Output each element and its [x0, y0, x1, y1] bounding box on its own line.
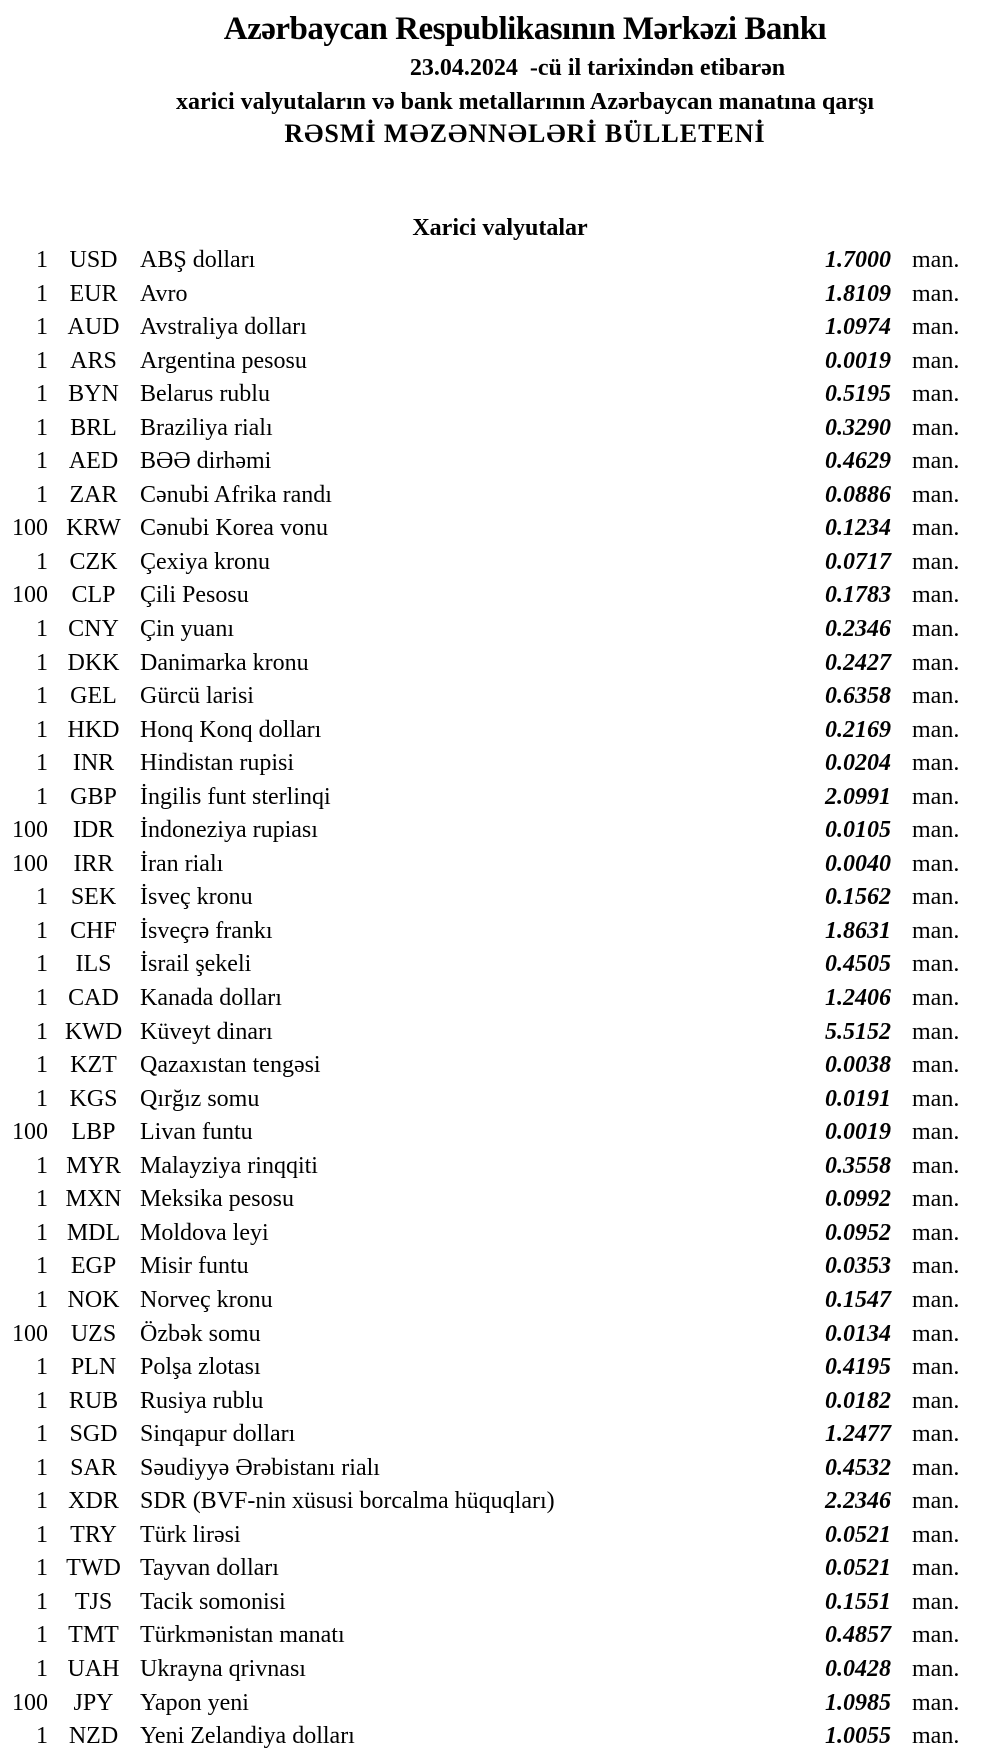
- bulletin-header: [50, 10, 1000, 149]
- exchange-rate-value: 1.0055: [825, 1723, 891, 1750]
- unit-label: man.: [912, 783, 960, 810]
- exchange-rate-row: [0, 1116, 1000, 1150]
- exchange-rate-value: 0.0019: [825, 1119, 891, 1146]
- exchange-rate-value: 1.8109: [825, 280, 891, 307]
- exchange-rate-row: [0, 1183, 1000, 1217]
- exchange-rate-row: [0, 1016, 1000, 1050]
- currency-code: MYR: [66, 1152, 121, 1179]
- unit-label: man.: [912, 280, 960, 307]
- currency-quantity: 1: [36, 448, 48, 475]
- exchange-rate-row: [0, 1485, 1000, 1519]
- currency-name: Rusiya rublu: [140, 1387, 264, 1414]
- unit-label: man.: [912, 1152, 960, 1179]
- exchange-rate-value: 0.0717: [825, 548, 891, 575]
- currency-quantity: 1: [36, 347, 48, 374]
- currency-name: Belarus rublu: [140, 381, 270, 408]
- currency-code: CAD: [68, 985, 119, 1012]
- currency-name: Norveç kronu: [140, 1286, 273, 1313]
- exchange-rate-row: [0, 546, 1000, 580]
- currency-quantity: 1: [36, 1521, 48, 1548]
- currency-name: Honq Konq dolları: [140, 716, 322, 743]
- unit-label: man.: [912, 716, 960, 743]
- exchange-rate-value: 0.2169: [825, 716, 891, 743]
- exchange-rate-row: [0, 613, 1000, 647]
- exchange-rate-row: [0, 311, 1000, 345]
- currency-quantity: 1: [36, 649, 48, 676]
- exchange-rate-value: 0.4629: [825, 448, 891, 475]
- currency-code: EGP: [70, 1253, 117, 1280]
- currency-name: İran rialı: [140, 850, 224, 877]
- currency-quantity: 1: [36, 1085, 48, 1112]
- currency-code: IDR: [72, 817, 115, 844]
- exchange-rate-row: [0, 1150, 1000, 1184]
- exchange-rate-value: 0.0191: [825, 1085, 891, 1112]
- currency-name: Yeni Zelandiya dolları: [140, 1723, 355, 1750]
- currency-name: Səudiyyə Ərəbistanı rialı: [140, 1454, 380, 1481]
- currency-name: SDR (BVF-nin xüsusi borcalma hüquqları): [140, 1488, 555, 1515]
- exchange-rate-value: 0.0521: [825, 1555, 891, 1582]
- currency-code: HKD: [67, 716, 120, 743]
- currency-name: Ukrayna qrivnası: [140, 1655, 306, 1682]
- currency-code: TJS: [74, 1588, 113, 1615]
- currency-code: TWD: [66, 1555, 121, 1582]
- unit-label: man.: [912, 1723, 960, 1750]
- currency-code: MDL: [66, 1219, 121, 1246]
- currency-quantity: 1: [36, 1454, 48, 1481]
- currency-code: NOK: [67, 1286, 120, 1313]
- unit-label: man.: [912, 1052, 960, 1079]
- currency-code: CNY: [68, 616, 119, 643]
- currency-name: Meksika pesosu: [140, 1186, 294, 1213]
- exchange-rate-row: [0, 982, 1000, 1016]
- exchange-rate-value: 0.0521: [825, 1521, 891, 1548]
- currency-code: IRR: [73, 850, 114, 877]
- exchange-rate-value: 0.0040: [825, 850, 891, 877]
- unit-label: man.: [912, 1387, 960, 1414]
- unit-label: man.: [912, 951, 960, 978]
- unit-label: man.: [912, 850, 960, 877]
- currency-name: Polşa zlotası: [140, 1354, 261, 1381]
- exchange-rate-row: [0, 814, 1000, 848]
- currency-quantity: 1: [36, 414, 48, 441]
- unit-label: man.: [912, 247, 960, 273]
- exchange-rate-value: 0.0992: [825, 1186, 891, 1213]
- currency-name: Cənubi Afrika randı: [140, 481, 332, 508]
- currency-code: KGS: [69, 1085, 118, 1112]
- exchange-rate-row: [0, 948, 1000, 982]
- exchange-rate-value: 1.2477: [825, 1421, 891, 1448]
- unit-label: man.: [912, 817, 960, 844]
- unit-label: man.: [912, 1655, 960, 1682]
- currency-quantity: 100: [12, 850, 48, 877]
- exchange-rate-value: 2.2346: [825, 1488, 891, 1515]
- exchange-rate-row: [0, 1250, 1000, 1284]
- exchange-rate-row: [0, 412, 1000, 446]
- currency-quantity: 1: [36, 985, 48, 1012]
- currency-name: İsrail şekeli: [140, 951, 252, 978]
- exchange-rate-row: [0, 378, 1000, 412]
- currency-quantity: 1: [36, 1488, 48, 1515]
- exchange-rate-value: 1.7000: [825, 247, 891, 273]
- currency-code: SEK: [70, 884, 117, 911]
- currency-code: INR: [72, 750, 115, 777]
- currency-quantity: 1: [36, 1387, 48, 1414]
- unit-label: man.: [912, 1555, 960, 1582]
- unit-label: man.: [912, 616, 960, 643]
- currency-name: Avro: [140, 280, 188, 307]
- exchange-rate-row: [0, 881, 1000, 915]
- exchange-rate-value: 1.0985: [825, 1689, 891, 1716]
- currency-quantity: 1: [36, 1186, 48, 1213]
- currency-quantity: 1: [36, 1555, 48, 1582]
- currency-quantity: 100: [12, 582, 48, 609]
- unit-label: man.: [912, 1253, 960, 1280]
- section-title-foreign-currencies: Xarici valyutalar: [412, 215, 588, 241]
- unit-label: man.: [912, 1521, 960, 1548]
- unit-label: man.: [912, 917, 960, 944]
- currency-code: CLP: [71, 582, 116, 609]
- exchange-rate-row: [0, 1217, 1000, 1251]
- exchange-rate-value: 0.5195: [825, 381, 891, 408]
- exchange-rate-value: 0.0182: [825, 1387, 891, 1414]
- currency-quantity: 1: [36, 884, 48, 911]
- unit-label: man.: [912, 314, 960, 341]
- unit-label: man.: [912, 1421, 960, 1448]
- exchange-rate-row: [0, 1720, 1000, 1754]
- currency-quantity: 1: [36, 1723, 48, 1750]
- currency-name: Türk lirəsi: [140, 1521, 241, 1548]
- exchange-rate-value: 0.2346: [825, 616, 891, 643]
- exchange-rate-value: 0.1234: [825, 515, 891, 542]
- exchange-rate-value: 0.0952: [825, 1219, 891, 1246]
- unit-label: man.: [912, 1219, 960, 1246]
- currency-code: PLN: [70, 1354, 117, 1381]
- exchange-rate-value: 1.2406: [825, 985, 891, 1012]
- exchange-rates-table: [0, 244, 1000, 1754]
- exchange-rate-row: [0, 1619, 1000, 1653]
- unit-label: man.: [912, 1320, 960, 1347]
- currency-code: ARS: [70, 347, 117, 374]
- currency-name: Argentina pesosu: [140, 347, 307, 374]
- currency-code: BRL: [70, 414, 117, 441]
- unit-label: man.: [912, 582, 960, 609]
- currency-quantity: 1: [36, 783, 48, 810]
- exchange-rate-row: [0, 781, 1000, 815]
- currency-code: CHF: [70, 917, 117, 944]
- unit-label: man.: [912, 1018, 960, 1045]
- currency-name: Küveyt dinarı: [140, 1018, 273, 1045]
- exchange-rate-value: 2.0991: [825, 783, 891, 810]
- currency-code: SGD: [69, 1421, 118, 1448]
- currency-code: DKK: [67, 649, 120, 676]
- unit-label: man.: [912, 985, 960, 1012]
- exchange-rate-row: [0, 1318, 1000, 1352]
- currency-quantity: 100: [12, 1320, 48, 1347]
- exchange-rate-row: [0, 1049, 1000, 1083]
- currency-quantity: 1: [36, 683, 48, 710]
- currency-quantity: 1: [36, 1622, 48, 1649]
- exchange-rate-row: [0, 747, 1000, 781]
- currency-code: TMT: [68, 1622, 119, 1649]
- exchange-rate-value: 0.1783: [825, 582, 891, 609]
- currency-quantity: 100: [12, 1119, 48, 1146]
- currency-quantity: 1: [36, 1421, 48, 1448]
- unit-label: man.: [912, 1488, 960, 1515]
- exchange-rate-row: [0, 445, 1000, 479]
- currency-code: NZD: [68, 1723, 119, 1750]
- currency-quantity: 100: [12, 1689, 48, 1716]
- unit-label: man.: [912, 750, 960, 777]
- exchange-rate-row: [0, 579, 1000, 613]
- exchange-rate-value: 0.3558: [825, 1152, 891, 1179]
- unit-label: man.: [912, 1119, 960, 1146]
- currency-quantity: 1: [36, 1286, 48, 1313]
- currency-name: Tayvan dolları: [140, 1555, 279, 1582]
- unit-label: man.: [912, 414, 960, 441]
- currency-code: KZT: [70, 1052, 117, 1079]
- unit-label: man.: [912, 683, 960, 710]
- currency-quantity: 1: [36, 1354, 48, 1381]
- currency-name: ABŞ dolları: [140, 247, 256, 273]
- currency-name: Türkmənistan manatı: [140, 1622, 345, 1649]
- currency-quantity: 1: [36, 548, 48, 575]
- exchange-rate-value: 0.1547: [825, 1286, 891, 1313]
- currency-name: Sinqapur dolları: [140, 1421, 296, 1448]
- exchange-rate-row: [0, 1653, 1000, 1687]
- exchange-rate-row: [0, 1552, 1000, 1586]
- currency-code: AED: [68, 448, 119, 475]
- currency-name: BƏƏ dirhəmi: [140, 448, 272, 475]
- exchange-rate-row: [0, 1452, 1000, 1486]
- exchange-rate-value: 1.8631: [825, 917, 891, 944]
- unit-label: man.: [912, 1689, 960, 1716]
- currency-quantity: 1: [36, 1052, 48, 1079]
- unit-label: man.: [912, 381, 960, 408]
- unit-label: man.: [912, 1588, 960, 1615]
- exchange-rate-value: 0.6358: [825, 683, 891, 710]
- exchange-rate-row: [0, 915, 1000, 949]
- unit-label: man.: [912, 1085, 960, 1112]
- currency-name: İsveç kronu: [140, 884, 253, 911]
- unit-label: man.: [912, 1622, 960, 1649]
- exchange-rate-row: [0, 1083, 1000, 1117]
- currency-quantity: 1: [36, 1655, 48, 1682]
- currency-name: Danimarka kronu: [140, 649, 309, 676]
- currency-code: GEL: [70, 683, 117, 710]
- currency-quantity: 1: [36, 616, 48, 643]
- exchange-rate-row: [0, 1687, 1000, 1721]
- currency-quantity: 1: [36, 716, 48, 743]
- currency-name: Qazaxıstan tengəsi: [140, 1052, 321, 1079]
- unit-label: man.: [912, 1354, 960, 1381]
- currency-name: Gürcü larisi: [140, 683, 254, 710]
- currency-code: UZS: [70, 1320, 117, 1347]
- currency-quantity: 1: [36, 750, 48, 777]
- currency-name: Çili Pesosu: [140, 582, 249, 609]
- exchange-rate-value: 0.4195: [825, 1354, 891, 1381]
- currency-quantity: 1: [36, 917, 48, 944]
- currency-name: Livan funtu: [140, 1119, 253, 1146]
- exchange-rate-value: 0.1562: [825, 884, 891, 911]
- currency-code: LBP: [71, 1119, 116, 1146]
- exchange-rate-value: 0.2427: [825, 649, 891, 676]
- currency-code: EUR: [69, 280, 118, 307]
- effective-date-line: 23.04.2024 -cü il tarixindən etibarən: [409, 55, 786, 81]
- currency-name: Cənubi Korea vonu: [140, 515, 328, 542]
- currency-name: Braziliya rialı: [140, 414, 273, 441]
- currency-name: Avstraliya dolları: [140, 314, 307, 341]
- scope-line: xarici valyutaların və bank metallarının Azərbaycan manatına qarşı: [175, 89, 874, 115]
- unit-label: man.: [912, 1186, 960, 1213]
- unit-label: man.: [912, 448, 960, 475]
- currency-name: Tacik somonisi: [140, 1588, 286, 1615]
- exchange-rate-value: 0.0105: [825, 817, 891, 844]
- exchange-rate-value: 0.4857: [825, 1622, 891, 1649]
- currency-name: Çexiya kronu: [140, 548, 270, 575]
- exchange-rate-row: [0, 1519, 1000, 1553]
- currency-code: XDR: [68, 1488, 119, 1515]
- currency-name: Çin yuanı: [140, 616, 234, 643]
- currency-quantity: 1: [36, 1152, 48, 1179]
- currency-name: Özbək somu: [140, 1320, 261, 1347]
- currency-code: ZAR: [69, 481, 118, 508]
- currency-quantity: 100: [12, 817, 48, 844]
- unit-label: man.: [912, 1286, 960, 1313]
- exchange-rate-row: [0, 1586, 1000, 1620]
- currency-code: JPY: [73, 1689, 114, 1716]
- unit-label: man.: [912, 1454, 960, 1481]
- exchange-rate-value: 5.5152: [825, 1018, 891, 1045]
- currency-code: BYN: [68, 381, 119, 408]
- currency-name: Qırğız somu: [140, 1085, 260, 1112]
- exchange-rate-row: [0, 244, 1000, 278]
- currency-code: ILS: [75, 951, 112, 978]
- exchange-rate-row: [0, 1418, 1000, 1452]
- currency-name: İsveçrə frankı: [140, 917, 273, 944]
- exchange-rate-value: 0.0204: [825, 750, 891, 777]
- exchange-rate-row: [0, 647, 1000, 681]
- bank-title: Azərbaycan Respublikasının Mərkəzi Bankı: [223, 11, 827, 47]
- currency-quantity: 1: [36, 1588, 48, 1615]
- currency-quantity: 1: [36, 1219, 48, 1246]
- exchange-rate-row: [0, 848, 1000, 882]
- unit-label: man.: [912, 649, 960, 676]
- currency-name: Hindistan rupisi: [140, 750, 294, 777]
- exchange-rate-row: [0, 680, 1000, 714]
- exchange-rate-value: 1.0974: [825, 314, 891, 341]
- currency-name: İndoneziya rupiası: [140, 817, 318, 844]
- currency-quantity: 1: [36, 951, 48, 978]
- currency-quantity: 1: [36, 280, 48, 307]
- exchange-rate-value: 0.0353: [825, 1253, 891, 1280]
- currency-quantity: 1: [36, 1253, 48, 1280]
- currency-code: MXN: [65, 1186, 122, 1213]
- currency-name: Moldova leyi: [140, 1219, 269, 1246]
- currency-code: GBP: [70, 783, 117, 810]
- currency-name: Yapon yeni: [140, 1689, 249, 1716]
- exchange-rate-row: [0, 714, 1000, 748]
- exchange-rate-value: 0.0886: [825, 481, 891, 508]
- currency-code: KRW: [66, 515, 121, 542]
- currency-name: Malayziya rinqqiti: [140, 1152, 318, 1179]
- currency-code: TRY: [70, 1521, 117, 1548]
- exchange-rate-value: 0.0134: [825, 1320, 891, 1347]
- currency-name: İngilis funt sterlinqi: [140, 783, 331, 810]
- unit-label: man.: [912, 347, 960, 374]
- currency-code: RUB: [68, 1387, 119, 1414]
- exchange-rate-value: 0.0019: [825, 347, 891, 374]
- exchange-rate-row: [0, 1284, 1000, 1318]
- exchange-rate-value: 0.0038: [825, 1052, 891, 1079]
- currency-code: CZK: [69, 548, 118, 575]
- currency-code: SAR: [70, 1454, 117, 1481]
- exchange-rate-row: [0, 1385, 1000, 1419]
- exchange-rate-value: 0.0428: [825, 1655, 891, 1682]
- currency-quantity: 1: [36, 1018, 48, 1045]
- currency-code: KWD: [64, 1018, 123, 1045]
- exchange-rate-value: 0.1551: [825, 1588, 891, 1615]
- currency-quantity: 1: [36, 481, 48, 508]
- unit-label: man.: [912, 481, 960, 508]
- currency-quantity: 1: [36, 314, 48, 341]
- bulletin-title: RƏSMİ MƏZƏNNƏLƏRİ BÜLLETENİ: [284, 119, 766, 148]
- currency-code: USD: [69, 247, 118, 273]
- currency-quantity: 100: [12, 515, 48, 542]
- unit-label: man.: [912, 884, 960, 911]
- exchange-rate-value: 0.4505: [825, 951, 891, 978]
- currency-code: UAH: [67, 1655, 120, 1682]
- currency-name: Kanada dolları: [140, 985, 282, 1012]
- currency-quantity: 1: [36, 247, 48, 273]
- currency-code: AUD: [67, 314, 120, 341]
- unit-label: man.: [912, 548, 960, 575]
- exchange-rate-row: [0, 479, 1000, 513]
- exchange-rate-row: [0, 512, 1000, 546]
- exchange-rate-value: 0.4532: [825, 1454, 891, 1481]
- currency-name: Misir funtu: [140, 1253, 249, 1280]
- currency-quantity: 1: [36, 381, 48, 408]
- exchange-rate-row: [0, 345, 1000, 379]
- exchange-rate-value: 0.3290: [825, 414, 891, 441]
- exchange-rate-row: [0, 278, 1000, 312]
- unit-label: man.: [912, 515, 960, 542]
- exchange-rate-row: [0, 1351, 1000, 1385]
